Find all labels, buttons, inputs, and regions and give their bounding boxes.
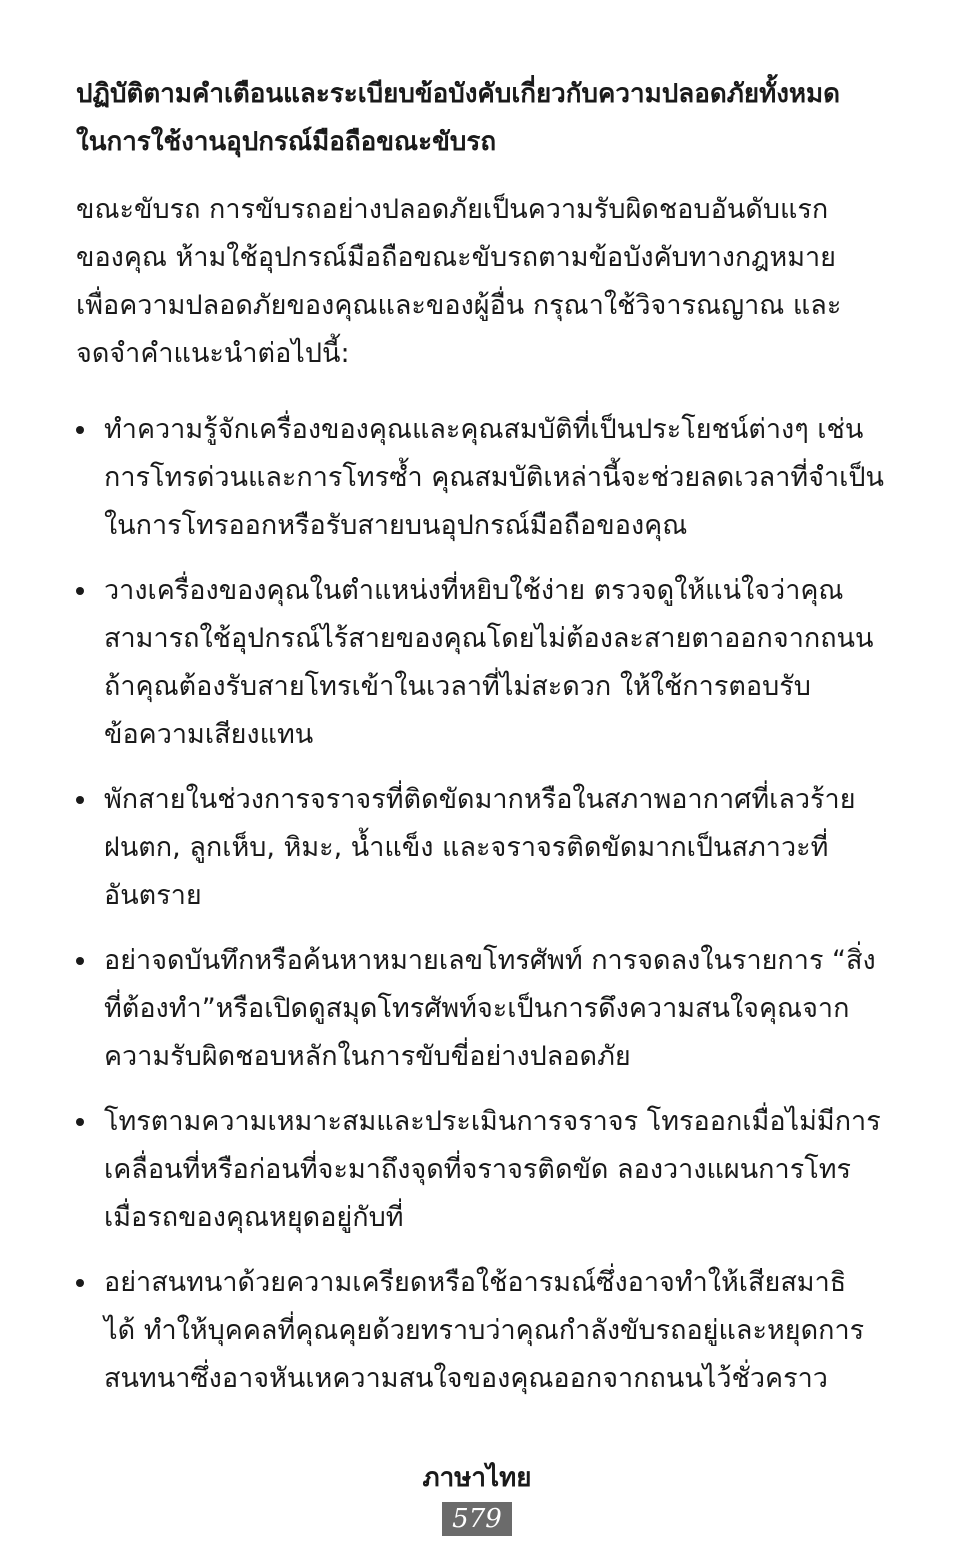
list-item-line: ที่ต้องทำ”หรือเปิดดูสมุดโทรศัพท์จะเป็นการดึงความสนใจคุณจาก xyxy=(104,993,850,1024)
list-item-line: ได้ ทำให้บุคคลที่คุณคุยด้วยทราบว่าคุณกำลังขับรถอยู่และหยุดการ xyxy=(104,1315,865,1346)
list-item xyxy=(76,1098,881,1242)
list-item xyxy=(76,406,884,550)
bullet-icon xyxy=(76,1279,84,1287)
page-number: 579 xyxy=(442,1502,512,1536)
intro-line: ขณะขับรถ การขับรถอย่างปลอดภัยเป็นความรับผิดชอบอันดับแรก xyxy=(76,194,829,225)
list-item-line: ทำความรู้จักเครื่องของคุณและคุณสมบัติที่เป็นประโยชน์ต่างๆ เช่น xyxy=(104,414,864,445)
list-item-line: ข้อความเสียงแทน xyxy=(104,719,314,750)
list-item-line: อย่าจดบันทึกหรือค้นหาหมายเลขโทรศัพท์ การจดลงในรายการ “สิ่ง xyxy=(104,945,876,976)
intro-line: เพื่อความปลอดภัยของคุณและของผู้อื่น กรุณาใช้วิจารณญาณ และ xyxy=(76,290,842,321)
intro-paragraph xyxy=(76,186,876,378)
page-footer xyxy=(0,1458,954,1536)
list-item-line: เมื่อรถของคุณหยุดอยู่กับที่ xyxy=(104,1202,404,1233)
list-item-line: การโทรด่วนและการโทรซ้ำ คุณสมบัติเหล่านี้จะช่วยลดเวลาที่จำเป็น xyxy=(104,462,884,493)
list-item-line: ฝนตก, ลูกเห็บ, หิมะ, น้ำแข็ง และจราจรติดขัดมากเป็นสภาวะที่ xyxy=(104,832,829,863)
bullet-icon xyxy=(76,796,84,804)
section-heading xyxy=(76,70,876,166)
list-item xyxy=(76,776,876,920)
list-item-line: พักสายในช่วงการจราจรที่ติดขัดมากหรือในสภาพอากาศที่เลวร้าย xyxy=(104,784,856,815)
bullet-icon xyxy=(76,1118,84,1126)
list-item-line: สนทนาซึ่งอาจหันเหความสนใจของคุณออกจากถนนไว้ชั่วคราว xyxy=(104,1363,828,1394)
list-item-line: เคลื่อนที่หรือก่อนที่จะมาถึงจุดที่จราจรติดขัด ลองวางแผนการโทร xyxy=(104,1154,851,1185)
list-item-line: ในการโทรออกหรือรับสายบนอุปกรณ์มือถือของคุณ xyxy=(104,510,688,541)
list-item-line: อย่าสนทนาด้วยความเครียดหรือใช้อารมณ์ซึ่งอาจทำให้เสียสมาธิ xyxy=(104,1267,847,1298)
bullet-icon xyxy=(76,957,84,965)
bullet-icon xyxy=(76,426,84,434)
heading-line: ในการใช้งานอุปกรณ์มือถือขณะขับรถ xyxy=(76,127,497,157)
safety-tips-list xyxy=(76,406,884,1403)
list-item xyxy=(76,937,876,1081)
document-page xyxy=(76,70,884,1420)
intro-line: จดจำคำแนะนำต่อไปนี้: xyxy=(76,338,350,369)
bullet-icon xyxy=(76,587,84,595)
heading-line: ปฏิบัติตามคำเตือนและระเบียบข้อบังคับเกี่ยวกับความปลอดภัยทั้งหมด xyxy=(76,79,841,109)
list-item-line: ถ้าคุณต้องรับสายโทรเข้าในเวลาที่ไม่สะดวก ให้ใช้การตอบรับ xyxy=(104,671,811,702)
list-item-line: โทรตามความเหมาะสมและประเมินการจราจร โทรออกเมื่อไม่มีการ xyxy=(104,1106,881,1137)
footer-language-label: ภาษาไทย xyxy=(422,1463,532,1493)
list-item-line: วางเครื่องของคุณในตำแหน่งที่หยิบใช้ง่าย ตรวจดูให้แน่ใจว่าคุณ xyxy=(104,575,844,606)
list-item-line: อันตราย xyxy=(104,880,202,911)
list-item xyxy=(76,567,876,759)
list-item-line: สามารถใช้อุปกรณ์ไร้สายของคุณโดยไม่ต้องละสายตาออกจากถนน xyxy=(104,623,874,654)
intro-line: ของคุณ ห้ามใช้อุปกรณ์มือถือขณะขับรถตามข้อบังคับทางกฎหมาย xyxy=(76,242,836,273)
list-item-line: ความรับผิดชอบหลักในการขับขี่อย่างปลอดภัย xyxy=(104,1041,631,1072)
list-item xyxy=(76,1259,876,1403)
